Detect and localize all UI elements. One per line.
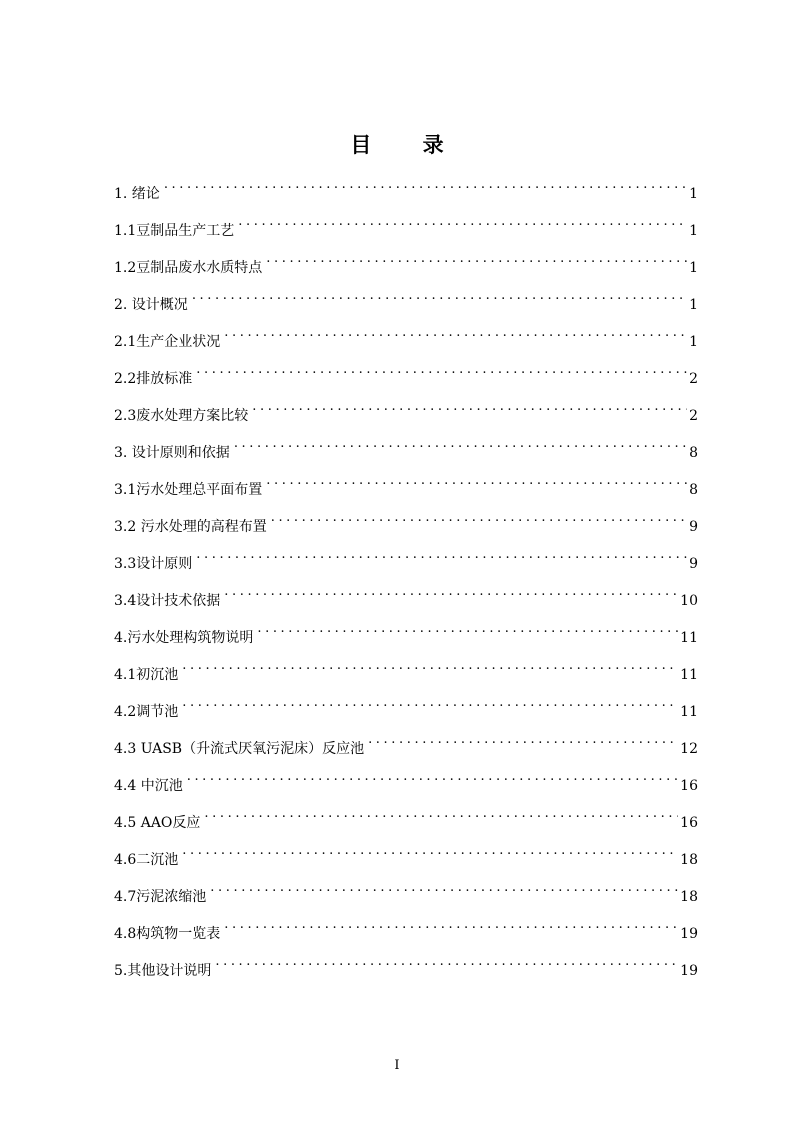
toc-entry[interactable] — [114, 616, 698, 653]
toc-entry-page: 19 — [680, 926, 698, 942]
toc-entry-page: 19 — [680, 963, 698, 979]
toc-entry[interactable] — [114, 172, 698, 209]
toc-entry[interactable] — [114, 727, 698, 764]
toc-entry[interactable] — [114, 838, 698, 875]
toc-entry-page: 8 — [689, 445, 698, 461]
toc-entry-page: 11 — [680, 704, 698, 720]
toc-entry-label: 4.4 中沉池 — [114, 778, 183, 794]
toc-leader — [182, 838, 678, 864]
toc-entry[interactable] — [114, 431, 698, 468]
toc-leader — [271, 505, 687, 531]
toc-entry[interactable] — [114, 912, 698, 949]
toc-leader — [266, 468, 687, 494]
toc-leader — [196, 357, 687, 383]
toc-leader — [196, 542, 687, 568]
toc-entry[interactable] — [114, 394, 698, 431]
toc-leader — [182, 690, 678, 716]
toc-entry[interactable] — [114, 209, 698, 246]
toc-entry-label: 3.1污水处理总平面布置 — [114, 482, 263, 498]
toc-leader — [234, 431, 687, 457]
toc-entry[interactable] — [114, 579, 698, 616]
toc-leader — [252, 394, 687, 420]
toc-leader — [224, 579, 678, 605]
toc-leader — [187, 764, 678, 790]
toc-entry-label: 1.1豆制品生产工艺 — [114, 223, 235, 239]
toc-entry[interactable] — [114, 801, 698, 838]
toc-entry[interactable] — [114, 283, 698, 320]
toc-entry-label: 2. 设计概况 — [114, 297, 188, 313]
toc-leader — [368, 727, 678, 753]
toc-entry-label: 1. 绪论 — [114, 186, 160, 202]
toc-entry[interactable] — [114, 246, 698, 283]
toc-leader — [257, 616, 678, 642]
toc-entry-page: 18 — [680, 889, 698, 905]
toc-entry[interactable] — [114, 875, 698, 912]
toc-entry-label: 4.8构筑物一览表 — [114, 926, 221, 942]
toc-entry-page: 1 — [689, 260, 698, 276]
toc-entry-label: 4.2调节池 — [114, 704, 179, 720]
toc-entry-page: 11 — [680, 630, 698, 646]
toc-entry-page: 12 — [680, 741, 698, 757]
toc-leader — [215, 949, 678, 975]
toc-entry-label: 4.7污泥浓缩池 — [114, 889, 207, 905]
toc-entry[interactable] — [114, 468, 698, 505]
toc-leader — [266, 246, 687, 272]
toc-entry-page: 9 — [689, 519, 698, 535]
toc-entry-page: 2 — [689, 371, 698, 387]
toc-leader — [238, 209, 687, 235]
toc-entry-label: 4.6二沉池 — [114, 852, 179, 868]
toc-entry-label: 2.1生产企业状况 — [114, 334, 221, 350]
toc-entry-label: 3.3设计原则 — [114, 556, 193, 572]
toc-entry[interactable] — [114, 690, 698, 727]
toc-entry-page: 9 — [689, 556, 698, 572]
toc-entry-label: 3. 设计原则和依据 — [114, 445, 230, 461]
toc-entry-label: 5.其他设计说明 — [114, 963, 212, 979]
toc-entry-label: 2.3废水处理方案比较 — [114, 408, 249, 424]
toc-entry-page: 18 — [680, 852, 698, 868]
toc-leader — [182, 653, 678, 679]
toc-entry-label: 4.1初沉池 — [114, 667, 179, 683]
toc-entry-page: 16 — [680, 815, 698, 831]
toc-leader — [224, 320, 687, 346]
toc-entry-label: 4.污水处理构筑物说明 — [114, 630, 254, 646]
toc-entry[interactable] — [114, 505, 698, 542]
toc-entry-page: 2 — [689, 408, 698, 424]
toc-leader — [204, 801, 678, 827]
toc-entry-label: 3.2 污水处理的高程布置 — [114, 519, 267, 535]
toc-entry-label: 4.5 AAO反应 — [114, 815, 201, 831]
toc-entry-label: 2.2排放标准 — [114, 371, 193, 387]
toc-entry[interactable] — [114, 949, 698, 986]
page-title: 目 录 — [350, 132, 466, 157]
toc-entry-page: 16 — [680, 778, 698, 794]
toc-entry[interactable] — [114, 542, 698, 579]
toc-entry[interactable] — [114, 357, 698, 394]
toc-leader — [192, 283, 687, 309]
toc-entry[interactable] — [114, 653, 698, 690]
toc-entry-page: 10 — [680, 593, 698, 609]
table-of-contents — [114, 172, 698, 986]
toc-entry-page: 11 — [680, 667, 698, 683]
toc-entry[interactable] — [114, 320, 698, 357]
toc-entry-page: 1 — [689, 223, 698, 239]
toc-entry-label: 1.2豆制品废水水质特点 — [114, 260, 263, 276]
toc-entry[interactable] — [114, 764, 698, 801]
page-number: I — [394, 1058, 400, 1073]
toc-entry-page: 1 — [689, 334, 698, 350]
toc-entry-label: 3.4设计技术依据 — [114, 593, 221, 609]
toc-leader — [164, 172, 687, 198]
toc-entry-label: 4.3 UASB（升流式厌氧污泥床）反应池 — [114, 741, 365, 757]
toc-entry-page: 1 — [689, 297, 698, 313]
toc-entry-page: 8 — [689, 482, 698, 498]
toc-leader — [210, 875, 678, 901]
toc-leader — [224, 912, 678, 938]
toc-entry-page: 1 — [689, 186, 698, 202]
